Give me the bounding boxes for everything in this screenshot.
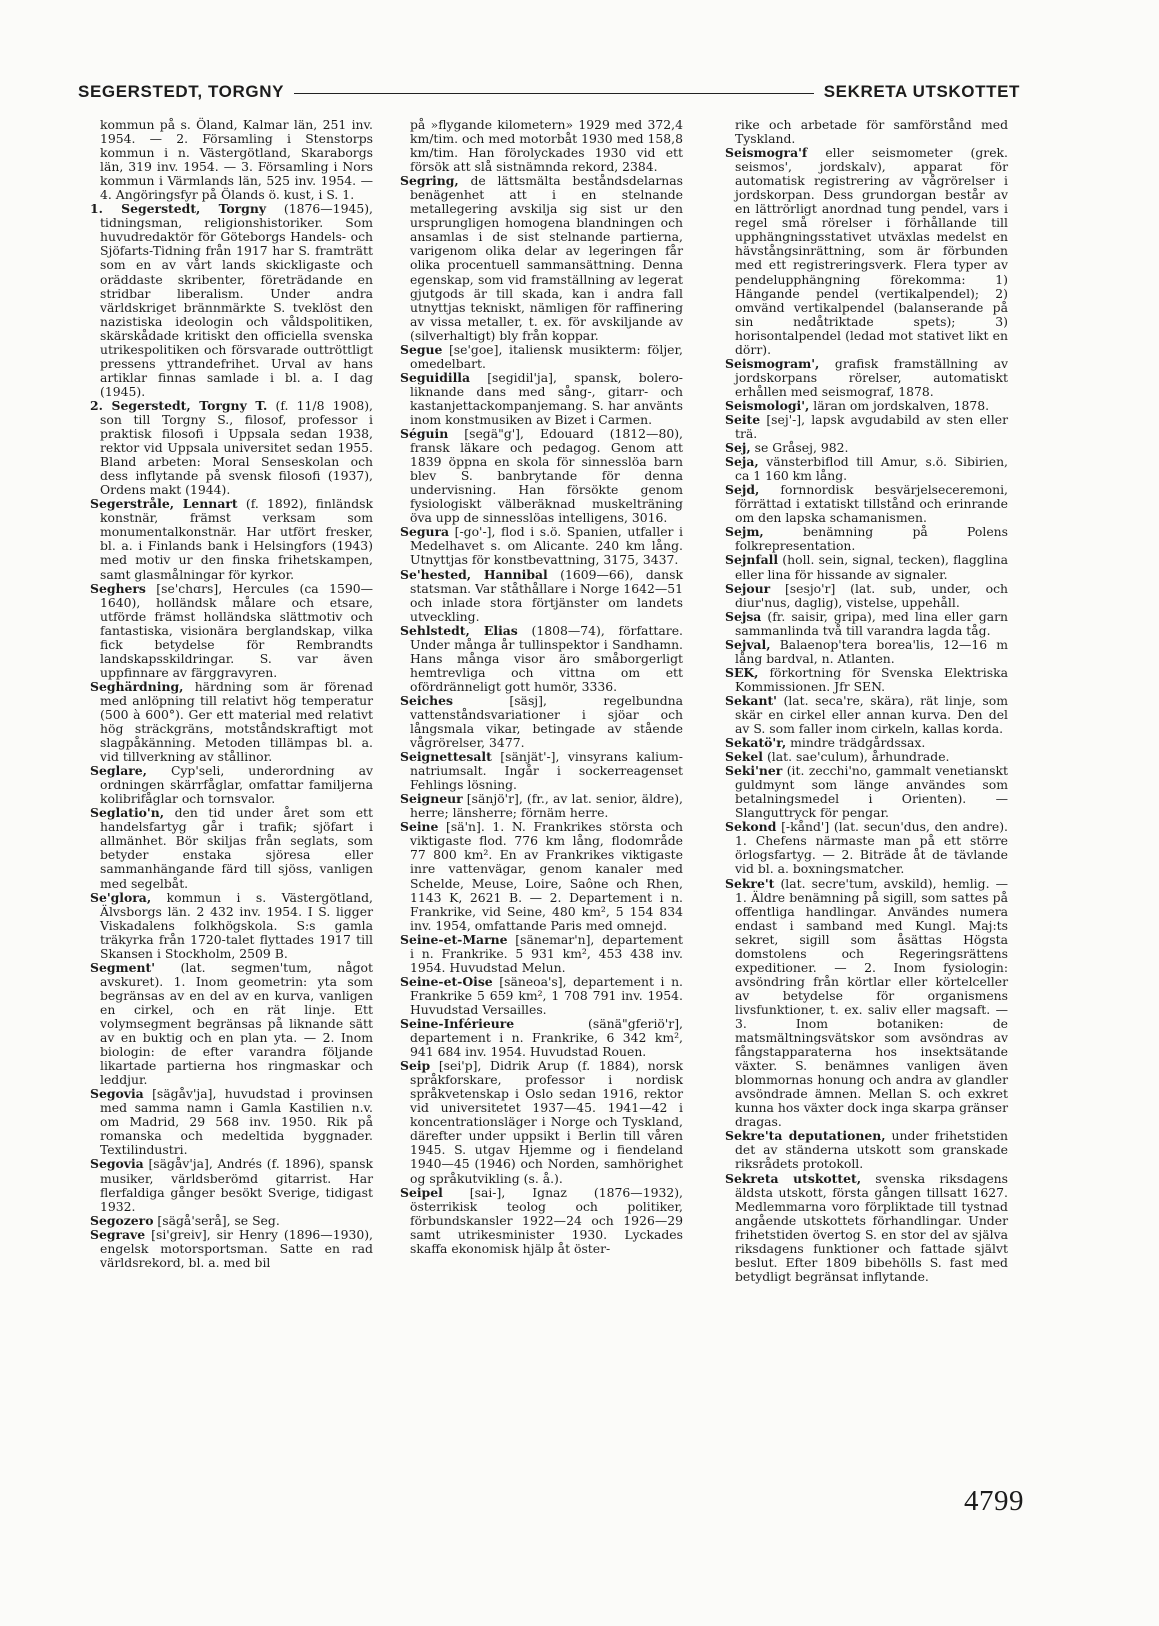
entry-headword: Se'glora, [90, 889, 152, 905]
entry-headword: Seiches [400, 692, 453, 708]
entry-text: (lat. segmen'tum, något avskuret). 1. Inom geometrin: yta som begränsas av en del av en kurva, vanligen en cirkel, och en rät linje. Ett volymsegment begränsas på liknande sätt av en buktig och en plan yta. — 2. Inom biologin: de efter varandra följande likartade partierna hos ringmaskar och leddjur. [100, 959, 373, 1088]
dictionary-entry [400, 792, 683, 820]
dictionary-entry [400, 427, 683, 525]
entry-headword: Sekre'ta deputationen, [725, 1128, 886, 1144]
dictionary-entry [400, 525, 683, 567]
dictionary-entry [400, 174, 683, 343]
dictionary-entry [400, 568, 683, 624]
dictionary-entry [725, 146, 1008, 357]
entry-headword: Seine-et-Marne [400, 931, 508, 947]
dictionary-entry [725, 582, 1008, 610]
entry-text: (fr. saisir, gripa), med lina eller garn sammanlinda två till varandra lagda tåg. [735, 608, 1008, 638]
entry-headword: Seghers [90, 580, 146, 596]
entry-headword: Seglatio'n, [90, 805, 165, 821]
entry-text: [sai-], Ignaz (1876—1932), österrikisk teolog och politiker, förbundskansler 1922—24 och 1926—29 samt utrikesminister 1930. Lyckades skaffa ekonomisk hjälp åt öster- [410, 1184, 683, 1256]
entry-headword: Sekatö'r, [725, 735, 787, 751]
entry-text: [se'chɑrs], Hercules (ca 1590—1640), holländsk målare och etsare, utförde främst holländska slättmotiv och fantastiska, visionära berglandskap, vilka fick betydelse för Rembrandts landskapsskildringar. S. var även uppfinnare av färggravyren. [100, 580, 373, 680]
entry-text: (sänä"gferiö'r], departement i n. Frankrike, 6 342 km², 941 684 inv. 1954. Huvudstad Rouen. [410, 1016, 683, 1060]
entry-headword: Sekel [725, 749, 764, 765]
dictionary-entry [725, 441, 1008, 455]
entry-headword: Sejour [725, 580, 771, 596]
entry-text: läran om jordskalven, 1878. [809, 397, 990, 413]
entry-headword: Segovia [90, 1156, 144, 1172]
dictionary-entry [725, 399, 1008, 413]
entry-text: vänsterbiflod till Amur, s.ö. Sibirien, ca 1 160 km lång. [735, 454, 1008, 484]
entry-text: den tid under året som ett handelsfartyg går i trafik; sjöfart i allmänhet. Bör skiljas från seglats, som betyder enstaka sjöresa eller sammanhängande färd till sjöss, vanligen med segelbåt. [100, 805, 373, 891]
entry-text: mindre trädgårdssax. [786, 735, 926, 751]
entry-text: (f. 1892), finländsk konstnär, främst verksam som monumentalkonstnär. Har utfört fresker, bl. a. i Finlands bank i Helsingfors (1943) med motiv ur den finska frihetskampen, samt glasmålningar för kyrkor. [100, 496, 373, 582]
column-3 [725, 118, 1008, 1284]
entry-text: kommun i s. Västergötland, Älvsborgs län. 2 432 inv. 1954. I S. ligger Viskadalens folkhögskola. S:s gamla träkyrka från 1720-talet flyttades 1917 till Skansen i Stockholm, 2509 B. [100, 889, 373, 961]
entry-headword: Sejd, [725, 482, 760, 498]
entry-text: [säsj], regelbundna vattenståndsvariationer i sjöar och långsmala vikar, betingade av stående vågrörelser, 3477. [410, 692, 683, 751]
entry-headword: Sejm, [725, 524, 764, 540]
running-header [78, 78, 1020, 106]
entry-text: härdning som är förenad med anlöpning till relativt hög temperatur (500 à 600°). Ger ett material med relativt hög sträckgräns, motståndskraftigt mot slagpåkänning. Metoden tillämpas bl. a. vid tillverkning av stållinor. [100, 678, 373, 765]
entry-text: [sägåv'ja], huvudstad i provinsen med samma namn i Gamla Kastilien n.v. om Madrid, 29 568 inv. 1950. Rik på romanska och medeltida byggnader. Textilindustri. [100, 1086, 373, 1158]
dictionary-entry [400, 975, 683, 1017]
entry-headword: Seghärdning, [90, 678, 184, 694]
header-right: SEKRETA UTSKOTTET [823, 82, 1020, 101]
entry-text: (it. zecchi'no, gammalt venetianskt guldmynt som länge användes som betalningsmedel i Orienten). — Slanguttryck för pengar. [735, 763, 1008, 821]
dictionary-entry [400, 118, 683, 174]
dictionary-entry [90, 118, 373, 202]
dictionary-entry [90, 399, 373, 497]
entry-headword: Seignettesalt [400, 749, 492, 765]
entry-headword: Segura [400, 524, 450, 540]
dictionary-entry [90, 680, 373, 764]
entry-headword: Sej, [725, 440, 751, 456]
column-2 [400, 118, 683, 1256]
entry-text: (1808—74), författare. Under många år tullinspektor i Sandhamn. Hans många visor äro småborgerligt hemtrevliga och vittna om ett ofördränneligt gott humör, 3336. [410, 622, 683, 694]
dictionary-entry [400, 933, 683, 975]
dictionary-entry [90, 806, 373, 890]
entry-text: (lat. secre'tum, avskild), hemlig. — 1. Äldre benämning på sigill, som sattes på offentliga handlingar. Användes numera endast i samband med Kungl. Maj:ts sekret, sigill som åsättas Högsta domstolens och Regeringsrättens expeditioner. — 2. Inom fysiologin: avsöndring från körtlar eller körtelceller av betydelse för organismens livsfunktioner, t. ex. saliv eller magsaft. — 3. Inom botaniken: de matsmältningsvätskor som avsöndras av fångstapparaterna hos insektsätande växter. S. benämnes vanligen även blommornas honung och andra av glandler avsöndrade ämnen. Mellan S. och exkret kunna hos växter dock inga skarpa gränser dragas. [735, 875, 1008, 1130]
entry-text: [-go'-], flod i s.ö. Spanien, utfaller i Medelhavet s. om Alicante. 240 km lång. Utnyttjas för konstbevattning, 3175, 3437. [410, 524, 683, 568]
entry-headword: Seine [400, 819, 439, 835]
dictionary-entry [400, 1186, 683, 1256]
header-rule [294, 93, 814, 94]
entry-text: [sänjät'-], vinsyrans kalium-natriumsalt. Ingår i sockerreagenset Fehlings lösning. [410, 749, 683, 793]
entry-text: (lat. sae'culum), århundrade. [763, 749, 950, 765]
entry-text: [sesjo'r] (lat. sub, under, och diur'nus, daglig), vistelse, uppehåll. [735, 580, 1008, 610]
dictionary-entry [725, 877, 1008, 1130]
entry-text: förkortning för Svenska Elektriska Kommissionen. Jfr SEN. [735, 664, 1008, 694]
dictionary-entry [400, 1059, 683, 1185]
dictionary-entry [90, 1228, 373, 1270]
dictionary-entry [725, 694, 1008, 736]
entry-headword: Séguin [400, 426, 449, 442]
dictionary-entry [725, 764, 1008, 820]
entry-text: [segä"g'], Edouard (1812—80), fransk läkare och pedagog. Genom att 1839 öppna en skola för sinnesslöa barn blev S. banbrytande för denna undervisning. Han försökte genom fysiologiskt välberäknad muskelträning öva upp de sinnesslöas intelligens, 3016. [410, 426, 683, 526]
entry-headword: Seismogram', [725, 355, 820, 371]
entry-headword: Sekant' [725, 692, 777, 708]
dictionary-entry [725, 525, 1008, 553]
dictionary-entry [725, 357, 1008, 399]
entry-text: rike och arbetade för samförstånd med Tyskland. [735, 117, 1008, 147]
dictionary-entry [90, 582, 373, 680]
entry-text: (1876—1945), tidningsman, religionshistoriker. Som huvudredaktör för Göteborgs Handels- och Sjöfarts-Tidning från 1917 har S. framträtt som en av vårt lands skickligaste och oräddaste skribenter, företrädande en stridbar liberalism. Under andra världskriget brännmärkte S. tveklöst den nazistiska ideologin och våldspolitiken, skärskådade kritiskt den officiella svenska utrikespolitiken och försvarade outtröttligt pressens yttrandefrihet. Urval av hans artiklar finnas samlade i bl. a. I dag (1945). [100, 201, 373, 399]
entry-headword: SEK, [725, 664, 759, 680]
entry-text: Balaenop'tera borea'lis, 12—16 m lång bardval, n. Atlanten. [735, 636, 1008, 666]
entry-text: [sägå'serå], se Seg. [153, 1212, 280, 1228]
dictionary-entry [725, 413, 1008, 441]
entry-text: [sägåv'ja], Andrés (f. 1896), spansk musiker, världsberömd gitarrist. Har flerfaldiga gånger besökt Sverige, tidigast 1932. [100, 1156, 373, 1214]
entry-headword: Seki'ner [725, 763, 783, 779]
dictionary-entry [90, 202, 373, 399]
entry-text: kommun på s. Öland, Kalmar län, 251 inv. 1954. — 2. Församling i Stenstorps kommun i n. Västergötland, Skaraborgs län, 319 inv. 1954. — 3. Församling i Nors kommun i Värmlands län, 525 inv. 1954. — 4. Angöringsfyr på Ölands ö. kust, i S. 1. [100, 117, 373, 203]
entry-headword: Seismologi', [725, 397, 810, 413]
entry-headword: Seite [725, 411, 761, 427]
dictionary-entry [90, 1214, 373, 1228]
entry-headword: Sejnfall [725, 552, 779, 568]
entry-text: [sej'-], lapsk avgudabild av sten eller trä. [735, 411, 1008, 442]
dictionary-entry [400, 694, 683, 750]
entry-headword: Seglare, [90, 763, 147, 779]
entry-text: benämning på Polens folkrepresentation. [735, 524, 1008, 554]
entry-headword: Sekre't [725, 875, 775, 891]
page-number: 4799 [964, 1485, 1024, 1517]
header-left: SEGERSTEDT, TORGNY [78, 82, 285, 101]
dictionary-entry [725, 820, 1008, 876]
dictionary-entry [90, 1087, 373, 1157]
entry-headword: Sejsa [725, 608, 762, 624]
dictionary-entry [90, 764, 373, 806]
dictionary-entry [725, 638, 1008, 666]
entry-text: de lättsmälta beståndsdelarnas benägenhet att i en stelnande metallegering avskilja sig sist ur den ursprungligen homogena blandningen och ansamlas i de sist stelnande partierna, varigenom olika delar av legeringen får olika procentuell sammansättning. Denna egenskap, som vid framställning av legerat gjutgods är till skada, kan i andra fall utnyttjas tekniskt, nämligen för raffinering av vissa metaller, t. ex. för avskiljande av (silverhaltigt) bly från koppar. [410, 173, 683, 343]
dictionary-entry [400, 1017, 683, 1059]
entry-headword: Seine-Inférieure [400, 1016, 515, 1031]
entry-headword: Segozero [90, 1212, 154, 1228]
dictionary-entry [725, 1172, 1008, 1284]
entry-text: under frihetstiden det av ständerna utskott som granskade riksrådets protokoll. [735, 1128, 1008, 1172]
entry-headword: Seismogra'f [725, 145, 808, 161]
entry-text: [sänjö'r], (fr., av lat. senior, äldre), herre; länsherre; förnäm herre. [410, 791, 683, 821]
entry-headword: Seip [400, 1058, 431, 1074]
entry-text: (holl. sein, signal, tecken), flagglina eller lina för hissande av signaler. [735, 552, 1008, 582]
entry-headword: Segovia [90, 1086, 144, 1102]
entry-headword: Segrave [90, 1226, 146, 1242]
dictionary-entry [725, 750, 1008, 764]
entry-headword: Segring, [400, 173, 459, 189]
entry-headword: Sekond [725, 819, 777, 835]
entry-text: fornnordisk besvärjelseceremoni, förrättad i extatiskt tillstånd och erinrande om den lapska schamanismen. [735, 482, 1008, 526]
entry-text: (lat. seca're, skära), rät linje, som skär en cirkel eller annan kurva. Den del av S. som faller inom cirkeln, kallas korda. [735, 692, 1008, 737]
entry-text: [säneoa's], departement i n. Frankrike 5 659 km², 1 708 791 inv. 1954. Huvudstad Versailles. [410, 973, 683, 1017]
entry-headword: Seipel [400, 1184, 443, 1200]
entry-headword: Seja, [725, 454, 759, 470]
entry-text: [segidil'ja], spansk, bolero-liknande dans med sång-, gitarr- och kastanjettackompanjemang. S. har använts inom konstmusiken av Bizet i Carmen. [410, 369, 683, 427]
entry-text: [si'greiv], sir Henry (1896—1930), engelsk motorsportsman. Satte en rad världsrekord, bl. a. med bil [100, 1226, 373, 1270]
entry-headword: Se'hested, Hannibal [400, 566, 548, 582]
entry-text: (f. 11/8 1908), son till Torgny S., filosof, professor i praktisk filosofi i Uppsala sedan 1938, rektor vid Uppsala universitet sedan 1955. Bland arbeten: Moral Senseskolan och dess inflytande på svensk filosofi (1937), Ordens makt (1944). [100, 397, 373, 498]
column-1 [90, 118, 373, 1270]
entry-headword: Seine-et-Oise [400, 973, 493, 989]
entry-headword: Sejval, [725, 636, 771, 652]
dictionary-entry [400, 371, 683, 427]
entry-text: svenska riksdagens äldsta utskott, första gången tillsatt 1627. Medlemmarna voro förpliktade till tystnad angående utskottets förhandlingar. Under frihetstiden övertog S. en stor del av själva riksdagens funktioner och fattade självt beslut. Efter 1809 bibehölls S. fast med betydligt begränsat inflytande. [735, 1170, 1008, 1284]
entry-text: [se'goe], italiensk musikterm: följer, omedelbart. [410, 341, 683, 371]
dictionary-entry [400, 343, 683, 371]
dictionary-entry [725, 553, 1008, 581]
entry-text: [sei'p], Didrik Arup (f. 1884), norsk språkforskare, professor i nordisk språkvetenskap i Oslo sedan 1916, rektor vid universitetet 1937—45. 1941—42 i koncentrationsläger i Norge och Tyskland, därefter under uppsikt i Berlin till våren 1945. S. utgav Hjemme og i fiendeland 1940—45 (1946) och Norden, samhörighet og språkutvikling (s. å.). [410, 1058, 683, 1186]
dictionary-entry [400, 750, 683, 792]
entry-headword: 1. Segerstedt, Torgny [90, 201, 267, 217]
entry-headword: Segerstråle, Lennart [90, 496, 238, 512]
entry-headword: Sehlstedt, Elias [400, 622, 518, 638]
entry-headword: Sekreta utskottet, [725, 1170, 862, 1186]
entry-headword: Seigneur [400, 791, 463, 807]
dictionary-entry [725, 455, 1008, 483]
dictionary-entry [725, 736, 1008, 750]
entry-headword: Seguidilla [400, 369, 471, 385]
entry-text: grafisk framställning av jordskorpans rörelser, automatiskt erhållen med seismograf, 1878. [735, 355, 1008, 399]
entry-text: på »flygande kilometern» 1929 med 372,4 km/tim. och med motorbåt 1930 med 158,8 km/tim. Han förolyckades 1930 vid ett försök att slå sistnämnda rekord, 2384. [410, 117, 683, 175]
dictionary-entry [725, 1129, 1008, 1171]
entry-headword: Segment' [90, 959, 156, 975]
entry-text: [sä'n]. 1. N. Frankrikes största och viktigaste flod. 776 km lång, flodområde 77 800 km². En av Frankrikes viktigaste inre vattenvägar, genom kanaler med Schelde, Meuse, Loire, Saône och Rhen, 1143 K, 2621 B. — 2. Departement i n. Frankrike, vid Seine, 480 km², 5 154 834 inv. 1954, omfattande Paris med omnejd. [410, 819, 683, 933]
dictionary-entry [90, 1157, 373, 1213]
entry-text: Cyp'seli, underordning av ordningen skärrfåglar, omfattar familjerna kolibrifåglar och tornsvalor. [100, 763, 373, 807]
entry-text: eller seismometer (grek. seismos', jordskalv), apparat för automatisk registrering av vågrörelser i jordskorpan. Dess grundorgan består av en lättrörligt anordnad tung pendel, vars i regel små rörelser i förhållande till upphängningsstativet utväxlas medelst en hävstångsinrättning, som är förbunden med ett registreringsverk. Flera typer av pendelupphängning förekomma: 1) Hängande pendel (vertikalpendel); 2) omvänd vertikalpendel (balanserande på sin nedåtriktade spets); 3) horisontalpendel (ledad mot stativet likt en dörr). [735, 145, 1008, 357]
entry-text: [-kånd'] (lat. secun'dus, den andre). 1. Chefens närmaste man på ett större örlogsfartyg. — 2. Biträde åt de tävlande vid bl. a. boxningsmatcher. [735, 819, 1008, 877]
dictionary-entry [400, 624, 683, 694]
entry-text: [sänemar'n], departement i n. Frankrike. 5 931 km², 453 438 inv. 1954. Huvudstad Melun. [410, 931, 683, 975]
dictionary-entry [90, 891, 373, 961]
dictionary-entry [725, 666, 1008, 694]
dictionary-entry [725, 118, 1008, 146]
dictionary-entry [90, 497, 373, 581]
dictionary-entry [725, 610, 1008, 638]
entry-headword: Segue [400, 341, 443, 357]
dictionary-entry [400, 820, 683, 932]
dictionary-entry [725, 483, 1008, 525]
entry-text: se Gråsej, 982. [750, 440, 849, 456]
entry-headword: 2. Segerstedt, Torgny T. [90, 397, 268, 413]
dictionary-entry [90, 961, 373, 1087]
entry-text: (1609—66), dansk statsman. Var ståthållare i Norge 1642—51 och inlade stora förtjänster om landets utveckling. [410, 566, 683, 624]
